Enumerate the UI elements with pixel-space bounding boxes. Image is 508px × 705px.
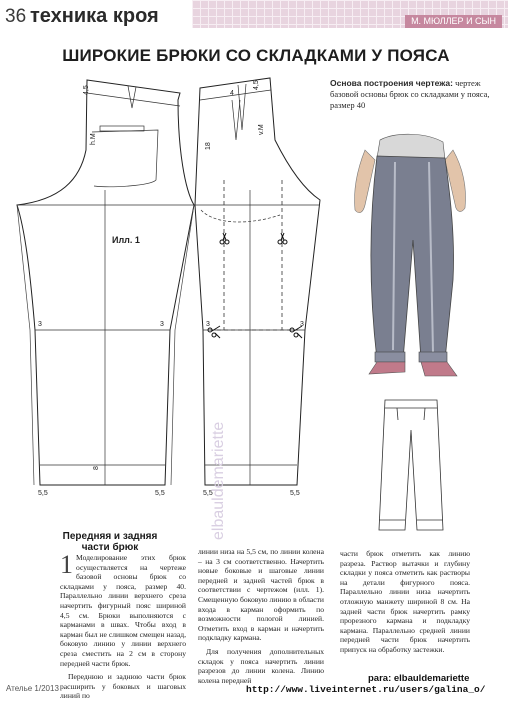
page-number: 36 [5,6,27,27]
text-column-1 [60,550,186,705]
drawing-caption [330,78,500,111]
measure-3-mid-b: 3 [206,321,210,328]
fashion-illustration [325,120,505,540]
hm-right: v.M [258,124,265,135]
measure-8: 8 [93,466,100,470]
page-header [0,0,508,34]
measure-55b: 5,5 [155,490,165,497]
article-title: ШИРОКИЕ БРЮКИ СО СКЛАДКАМИ У ПОЯСА [62,46,450,65]
figure-sketch [354,134,465,376]
col3-paragraph-1: части брюк отметить как линию разреза. Раствор вытачки и глубину складки у пояса отметить как растворы на детали фигурного пояса. Параллельно линии низа начертить отложную манжету шириной 8 см. На задней части брюк начертить рамку прорезного кармана и подкладку кармана. Параллельно средней линии передней части брюк начертить припуск на обработку застежки. [340,549,470,654]
front-new-side-line [171,205,194,485]
front-pattern-outline [17,80,194,485]
issue-label: Ателье 1/2013 [6,684,59,693]
hm-left: h.M [90,133,97,145]
measure-3-mid-a: 3 [160,321,164,328]
front-pleat-mark [128,86,136,108]
col2-paragraph-1: линии низа на 5,5 см, по линии колена – на 3 см соответственно. Начертить новые боковые и шаговые линии передней и задней частей брюк в соответствии с чертежом (илл. 1). Смещенную боковую линию в области входа в карман оформить по возможности пологой линией. Отметить вход в карман и начертить подкладку кармана. [198,547,324,643]
flat-sketch [379,400,443,530]
ill-label: Илл. 1 [112,235,140,245]
col2-paragraph-2: Для получения дополнительных складок у пояса начертить линии разрезов до линии колена. Линию колена передней [198,646,324,685]
measure-18: 18 [205,142,212,150]
measure-55c: 5,5 [203,490,213,497]
measure-45a: 4,5 [83,85,90,95]
front-pocket-welt [100,126,144,131]
measure-55d: 5,5 [290,490,300,497]
caption-text: чертеж базовой основы брюк со складками у пояса, размер 40 [330,78,490,110]
watermark: elbauldemariette [210,421,227,540]
col1-paragraph-2: Переднюю и заднюю части брюк расширить у боковых и шаговых линий по [60,672,186,701]
measure-55a: 5,5 [38,490,48,497]
brand-badge: М. МЮЛЛЕР И СЫН [405,15,502,28]
section-heading-line2: части брюк [81,542,139,553]
measure-3-left: 3 [38,321,42,328]
front-pocket-bag [92,130,158,187]
pattern-drawing [0,60,330,530]
back-pocket-bag [201,210,280,222]
section-title: техника кроя [30,5,159,27]
back-dart-2 [232,100,240,140]
measure-45b: 4,5 [253,80,260,90]
scissors-icon [208,233,302,338]
section-heading-line1: Передняя и задняя [62,531,158,542]
credit-label: para: elbauldemariette [368,673,470,684]
source-url[interactable]: http://www.liveinternet.ru/users/galina_o/ [246,684,486,695]
measure-4: 4 [230,90,234,97]
section-heading [60,531,160,553]
text-column-3 [340,549,470,659]
back-waistband [200,90,271,100]
drop-cap: 1 [60,550,73,579]
measure-3-right: 3 [300,321,304,328]
caption-label: Основа построения чертежа: [330,78,453,88]
text-column-2 [198,547,324,689]
col1-paragraph-1: Моделирование этих брюк осуществляется на чертеже базовой основы брюк со складками у пояса, размер 40. Параллельно линии верхнего среза начертить фигурный пояс шириной 4,5 см. Брюки выполняются с карманами в швах. Чтобы вход в карман был не слишком смещен назад, боковую линию у линии верхнего среза сместить на 2 см в сторону передней части брюк. [60,553,186,668]
